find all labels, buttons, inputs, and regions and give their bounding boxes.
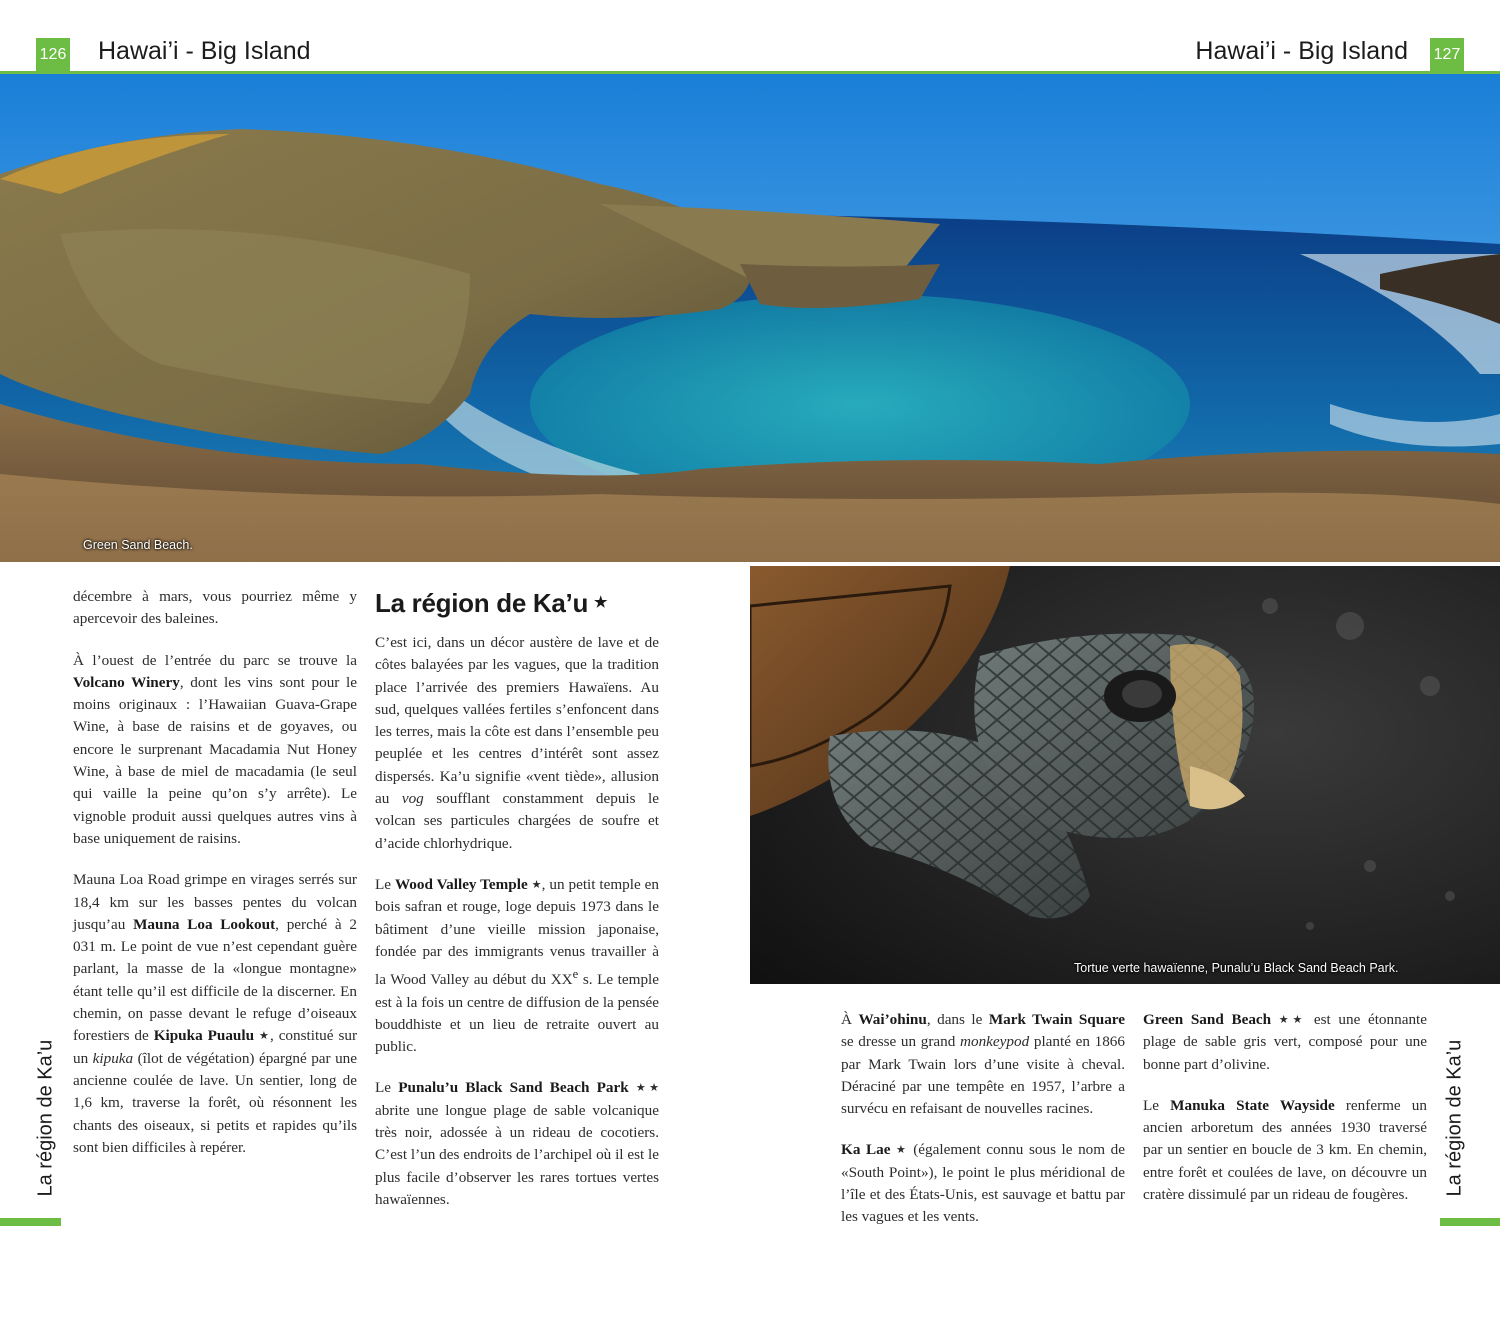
col2-paragraph-wood-valley: Le Wood Valley Temple ★, un petit temple en bois safran et rouge, loge depuis 1973 dans le bâtiment d’une vieille mission japonaise, fondée par des immigrants venus travailler à la Wood Valley au début du XXe s. Le temple est à la fois un centre de diffusion de la pensée bouddhiste et un lieu de retraite ouvert au public. [375,875,660,1056]
star-rating: ★ [531,878,542,891]
col3-paragraph-waiohinu: À Wai’ohinu, dans le Mark Twain Square se dresse un grand monkeypod planté en 1866 par Mark Twain lors d’une visite à cheval. Déraciné par une tempête en 1957, l’arbre a survécu en refaisant de nouvelles racines. [841,1011,1125,1118]
green-sand-beach-illustration [0,74,1500,562]
green-sand-beach-name: Green Sand Beach [1143,1011,1272,1028]
side-bar-left [0,1218,61,1226]
text-column-2 [375,588,659,1230]
side-bar-right [1440,1218,1500,1226]
star-rating: ★★ [1278,1014,1307,1026]
turtle-photo [750,566,1500,984]
side-label-left: La région de Ka’u [34,1039,57,1197]
ka-lae-name: Ka Lae [841,1141,891,1159]
text-column-4 [1143,1009,1427,1225]
page-number-left: 126 [36,38,70,72]
punaluu-beach-name: Punalu’u Black Sand Beach Park [398,1079,629,1097]
kipuka-puaulu-name: Kipuka Puaulu [153,1027,255,1045]
green-sand-beach-caption: Green Sand Beach. [83,538,193,552]
text-column-3 [841,1009,1125,1248]
running-title-right: Hawai’i - Big Island [1195,37,1408,65]
col3-paragraph-ka-lae: Ka Lae ★ (également connu sous le nom de «South Point»), le point le plus méridional de l’île et des États-Unis, est sauvage et battu par les vagues et les vents. [841,1141,1125,1226]
col1-paragraph-1: décembre à mars, vous pourriez même y apercevoir des baleines. [73,588,357,628]
col1-paragraph-volcano-winery: À l’ouest de l’entrée du parc se trouve la Volcano Winery, dont les vins sont pour le moins originaux : l’Hawaiian Guava-Grape Wine, à base de raisins et de goyaves, ou encore le surprenant Macadamia Nut Honey Wine, à base de miel de macadamia (le seul qui vaille la peine qu’on s’y arrête). Le vignoble produit aussi quelques autres vins à base uniquement de raisins. [73,651,357,847]
col2-paragraph-punaluu: Le Punalu’u Black Sand Beach Park ★★ abrite une longue plage de sable volcanique très noir, adossée à un rideau de cocotiers. C’est l’un des endroits de l’archipel où il est le plus facile d’observer les rares tortues vertes hawaïennes. [375,1079,659,1208]
turtle-caption: Tortue verte hawaïenne, Punalu’u Black Sand Beach Park. [1074,961,1399,975]
star-rating: ★★ [635,1082,659,1095]
section-heading: La région de Ka’u ★ [375,588,608,618]
running-title-left: Hawai’i - Big Island [98,37,311,65]
volcano-winery-name: Volcano Winery [73,673,180,691]
page-number-right: 127 [1430,38,1464,72]
col4-paragraph-manuka: Le Manuka State Wayside renferme un ancien arboretum des années 1930 traversé par un sentier en boucle de 3 km. En chemin, entre forêt et coulées de lave, on découvre un cratère dissimulé par un rideau de fougères. [1143,1096,1427,1204]
col1-paragraph-mauna-loa: Mauna Loa Road grimpe en virages serrés sur 18,4 km sur les basses pentes du volcan jusqu’au Mauna Loa Lookout, perché à 2 031 m. Le point de vue n’est cependant guère parlant, la masse de la «longue montagne» étant telle qu’il est difficile de la discerner. En chemin, on passe devant le refuge d’oiseaux forestiers de Kipuka Puaulu ★, constitué sur un kipuka (îlot de végétation) épargné par une ancienne coulée de lave. Un sentier, long de 1,6 km, traverse la forêt, où résonnent les chants des oiseaux, si petits et rapides qu’ils sont bien difficiles à repérer. [73,871,358,1156]
heading-star: ★ [594,594,608,611]
green-sand-beach-photo [0,74,1500,562]
col2-paragraph-intro: C’est ici, dans un décor austère de lave et de côtes balayées par les vagues, que la tradition place l’arrivée des premiers Hawaïens. Au sud, quelques vallées fertiles s’enfoncent dans les terres, mais la côte est dans l’ensemble peu peuplée et les centres d’intérêt sont assez dispersés. Ka’u signifie «vent tiède», allusion au vog soufflant constamment depuis le volcan ses particules chargées de soufre et d’acide chlorhydrique. [375,634,659,852]
star-rating: ★ [896,1144,908,1157]
manuka-wayside-name: Manuka State Wayside [1170,1096,1335,1114]
side-label-right: La région de Ka’u [1443,1039,1466,1197]
wood-valley-temple-name: Wood Valley Temple [394,875,528,893]
text-column-1 [73,586,357,1178]
mark-twain-square-name: Mark Twain Square [988,1011,1125,1028]
col4-paragraph-green-sand: Green Sand Beach ★★ est une étonnante plage de sable gris vert, composé pour une bonne part d’olivine. [1143,1011,1427,1073]
waiohinu-name: Wai’ohinu [858,1011,927,1028]
star-rating: ★ [258,1030,270,1043]
green-turtle-illustration [750,566,1500,984]
mauna-loa-lookout-name: Mauna Loa Lookout [133,915,276,933]
